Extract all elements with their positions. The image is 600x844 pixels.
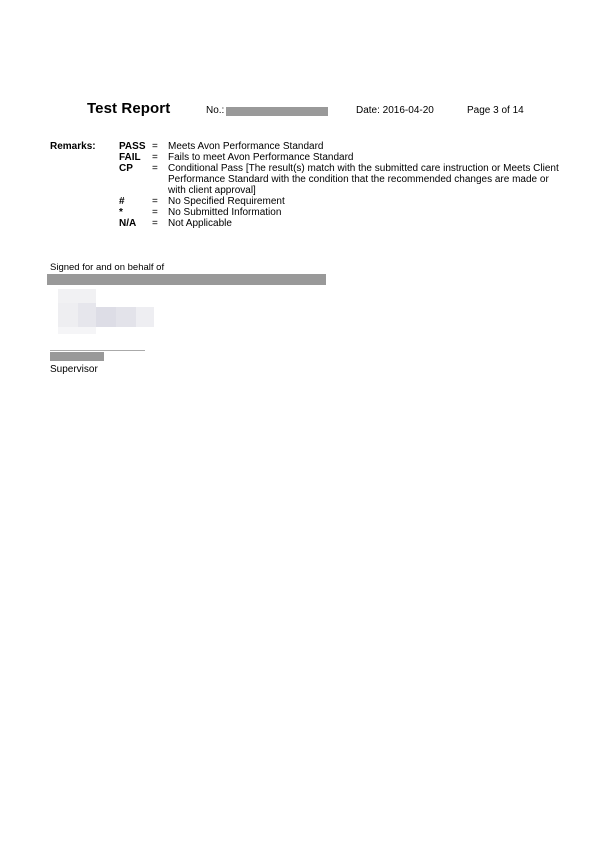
redacted-company-name <box>47 274 326 285</box>
report-number-label: No.: <box>206 105 225 116</box>
remark-equals: = <box>152 207 158 218</box>
report-title: Test Report <box>87 100 171 117</box>
remark-description: No Specified Requirement <box>168 196 285 207</box>
remark-code: * <box>119 207 123 218</box>
signed-on-behalf-label: Signed for and on behalf of <box>50 262 165 273</box>
redacted-signatory-name <box>50 352 104 361</box>
remark-description: Meets Avon Performance Standard <box>168 141 324 152</box>
report-header <box>0 100 600 122</box>
remark-description: Fails to meet Avon Performance Standard <box>168 152 354 163</box>
page-number: Page 3 of 14 <box>467 105 524 116</box>
remark-equals: = <box>152 152 158 163</box>
remark-equals: = <box>152 163 158 174</box>
blurred-signature <box>58 289 158 334</box>
remark-code: FAIL <box>119 152 141 163</box>
remark-code: CP <box>119 163 133 174</box>
remark-code: # <box>119 196 125 207</box>
remark-description: Not Applicable <box>168 218 232 229</box>
signature-line <box>50 350 145 351</box>
remarks-label: Remarks: <box>50 141 96 152</box>
remark-description: Conditional Pass [The result(s) match with the submitted care instruction or Meets Client Performance Standard with the condition that the recommended changes are made or with client approval] <box>168 163 559 196</box>
remark-equals: = <box>152 196 158 207</box>
redacted-report-number <box>226 107 328 116</box>
remark-equals: = <box>152 218 158 229</box>
remark-equals: = <box>152 141 158 152</box>
signatory-role: Supervisor <box>50 364 98 375</box>
report-date: Date: 2016-04-20 <box>356 105 434 116</box>
remark-code: PASS <box>119 141 146 152</box>
remark-description: No Submitted Information <box>168 207 282 218</box>
remark-code: N/A <box>119 218 137 229</box>
